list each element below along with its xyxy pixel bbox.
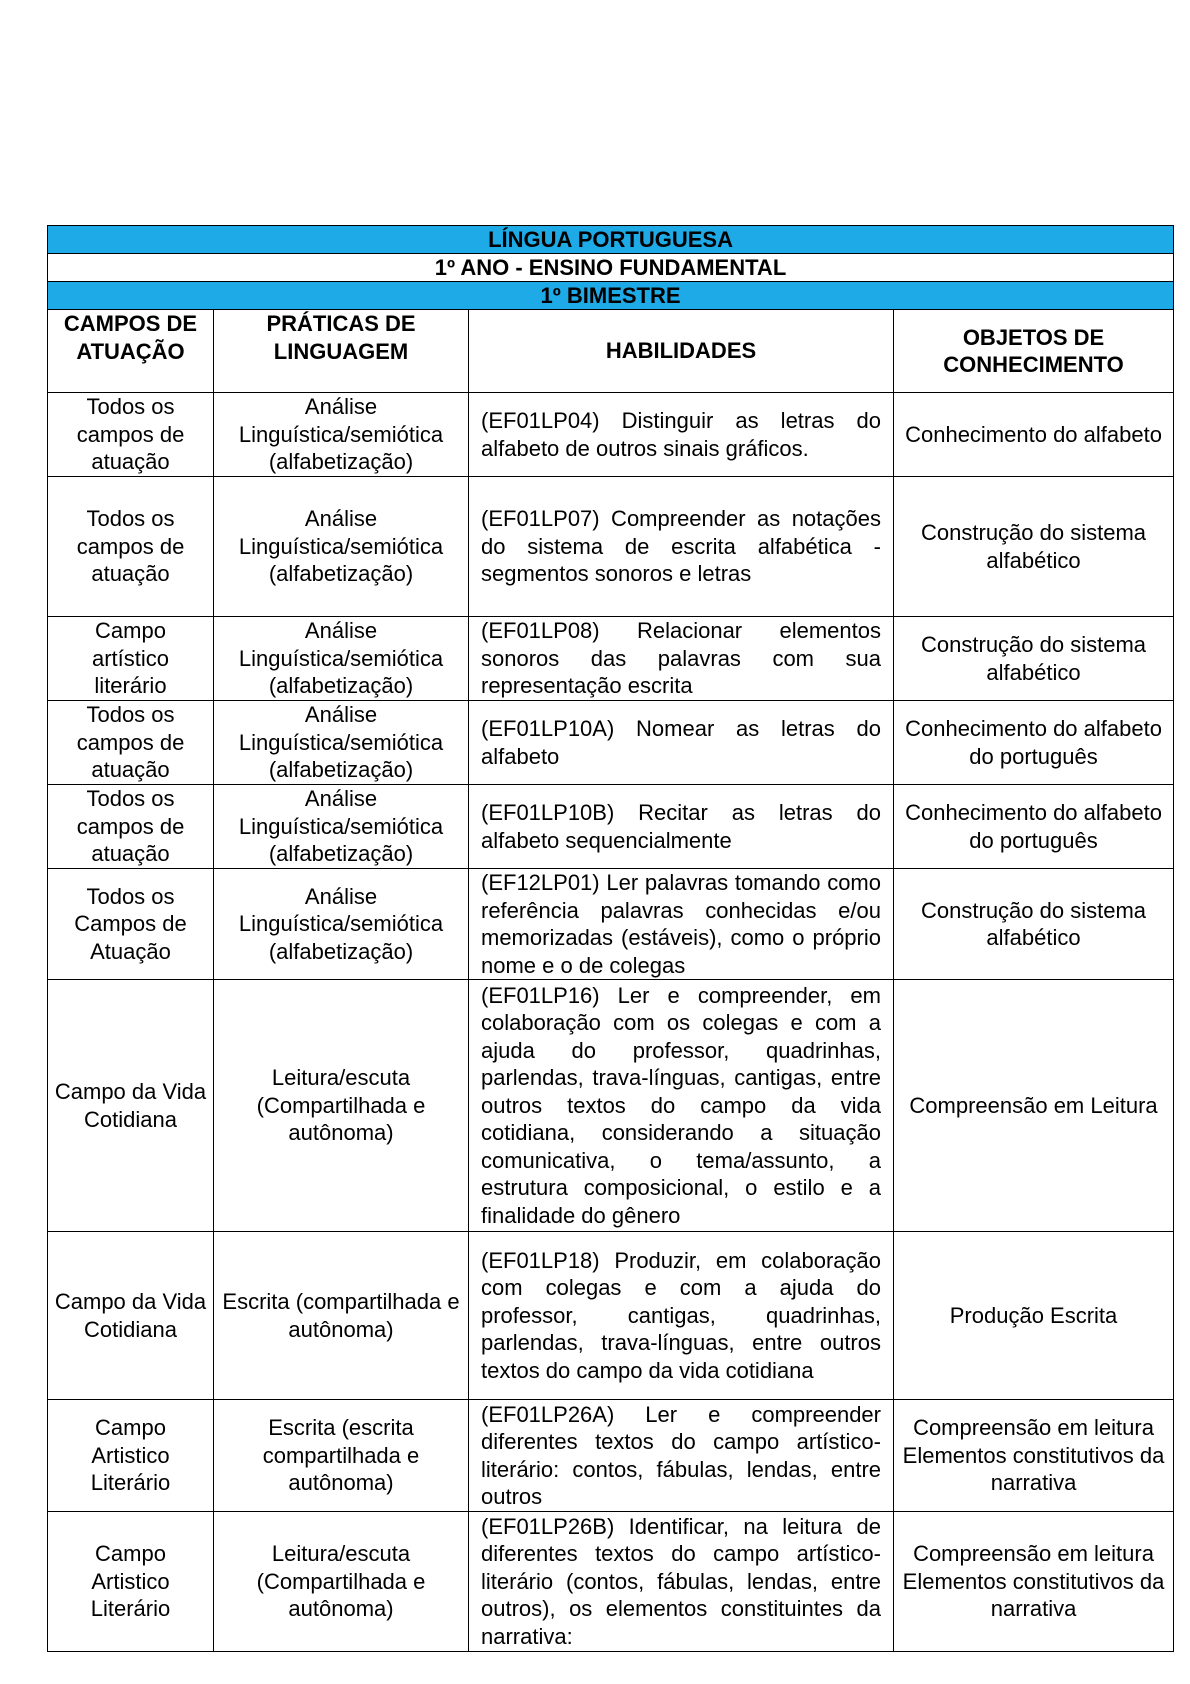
- habilidade-cell: (EF01LP04) Distinguir as letras do alfabeto de outros sinais gráficos.: [469, 393, 894, 477]
- table-row: [48, 785, 1174, 869]
- campo-cell: Campo artístico literário: [48, 617, 214, 701]
- objeto-cell: Conhecimento do alfabeto do português: [894, 701, 1174, 785]
- table-row: [48, 617, 1174, 701]
- table-row: [48, 1232, 1174, 1400]
- objeto-cell: Compreensão em leitura Elementos constitutivos da narrativa: [894, 1512, 1174, 1652]
- campo-cell: Campo Artistico Literário: [48, 1400, 214, 1512]
- header-campos: CAMPOS DE ATUAÇÃO: [48, 310, 214, 393]
- header-habilidades: HABILIDADES: [469, 310, 894, 393]
- habilidade-cell: (EF01LP26A) Ler e compreender diferentes textos do campo artístico-literário: contos, fábulas, lendas, entre outros: [469, 1400, 894, 1512]
- table-row: [48, 1400, 1174, 1512]
- campo-cell: Campo da Vida Cotidiana: [48, 1232, 214, 1400]
- table-row: [48, 869, 1174, 980]
- table-body: [48, 393, 1174, 1652]
- header-objetos: OBJETOS DE CONHECIMENTO: [894, 310, 1174, 393]
- habilidade-cell: (EF01LP10A) Nomear as letras do alfabeto: [469, 701, 894, 785]
- habilidade-cell: (EF01LP10B) Recitar as letras do alfabeto sequencialmente: [469, 785, 894, 869]
- pratica-cell: Análise Linguística/semiótica (alfabetização): [214, 617, 469, 701]
- habilidade-cell: (EF01LP26B) Identificar, na leitura de diferentes textos do campo artístico-literário (contos, fábulas, lendas, entre outros), os elementos constituintes da narrativa:: [469, 1512, 894, 1652]
- header-praticas: PRÁTICAS DE LINGUAGEM: [214, 310, 469, 393]
- habilidade-cell: (EF01LP18) Produzir, em colaboração com colegas e com a ajuda do professor, cantigas, quadrinhas, parlendas, trava-línguas, entre outros textos do campo da vida cotidiana: [469, 1232, 894, 1400]
- objeto-cell: Compreensão em leitura Elementos constitutivos da narrativa: [894, 1400, 1174, 1512]
- campo-cell: Todos os campos de atuação: [48, 393, 214, 477]
- objeto-cell: Construção do sistema alfabético: [894, 617, 1174, 701]
- header-row: [48, 310, 1174, 393]
- grade-title: 1º ANO - ENSINO FUNDAMENTAL: [48, 254, 1174, 282]
- table-row: [48, 980, 1174, 1232]
- grade-row: [48, 254, 1174, 282]
- table-row: [48, 393, 1174, 477]
- campo-cell: Campo Artistico Literário: [48, 1512, 214, 1652]
- campo-cell: Todos os campos de atuação: [48, 477, 214, 617]
- habilidade-cell: (EF01LP08) Relacionar elementos sonoros das palavras com sua representação escrita: [469, 617, 894, 701]
- objeto-cell: Conhecimento do alfabeto do português: [894, 785, 1174, 869]
- table-row: [48, 477, 1174, 617]
- pratica-cell: Análise Linguística/semiótica (alfabetização): [214, 701, 469, 785]
- objeto-cell: Conhecimento do alfabeto: [894, 393, 1174, 477]
- objeto-cell: Produção Escrita: [894, 1232, 1174, 1400]
- campo-cell: Todos os campos de atuação: [48, 785, 214, 869]
- pratica-cell: Análise Linguística/semiótica (alfabetização): [214, 785, 469, 869]
- habilidade-cell: (EF12LP01) Ler palavras tomando como referência palavras conhecidas e/ou memorizadas (estáveis), como o próprio nome e o de colegas: [469, 869, 894, 980]
- pratica-cell: Escrita (escrita compartilhada e autônoma): [214, 1400, 469, 1512]
- pratica-cell: Análise Linguística/semiótica (alfabetização): [214, 477, 469, 617]
- table-row: [48, 1512, 1174, 1652]
- period-title: 1º BIMESTRE: [48, 282, 1174, 310]
- pratica-cell: Escrita (compartilhada e autônoma): [214, 1232, 469, 1400]
- pratica-cell: Análise Linguística/semiótica (alfabetização): [214, 869, 469, 980]
- subject-title: LÍNGUA PORTUGUESA: [48, 226, 1174, 254]
- campo-cell: Campo da Vida Cotidiana: [48, 980, 214, 1232]
- objeto-cell: Compreensão em Leitura: [894, 980, 1174, 1232]
- campo-cell: Todos os campos de atuação: [48, 701, 214, 785]
- curriculum-table: [47, 225, 1174, 1652]
- period-row: [48, 282, 1174, 310]
- objeto-cell: Construção do sistema alfabético: [894, 477, 1174, 617]
- habilidade-cell: (EF01LP07) Compreender as notações do sistema de escrita alfabética - segmentos sonoros e letras: [469, 477, 894, 617]
- pratica-cell: Leitura/escuta (Compartilhada e autônoma): [214, 980, 469, 1232]
- objeto-cell: Construção do sistema alfabético: [894, 869, 1174, 980]
- subject-row: [48, 226, 1174, 254]
- campo-cell: Todos os Campos de Atuação: [48, 869, 214, 980]
- pratica-cell: Leitura/escuta (Compartilhada e autônoma): [214, 1512, 469, 1652]
- habilidade-cell: (EF01LP16) Ler e compreender, em colaboração com os colegas e com a ajuda do professor, quadrinhas, parlendas, trava-línguas, cantigas, entre outros textos do campo da vida cotidiana, considerando a situação comunicativa, o tema/assunto, a estrutura composicional, o estilo e a finalidade do gênero: [469, 980, 894, 1232]
- pratica-cell: Análise Linguística/semiótica (alfabetização): [214, 393, 469, 477]
- table-row: [48, 701, 1174, 785]
